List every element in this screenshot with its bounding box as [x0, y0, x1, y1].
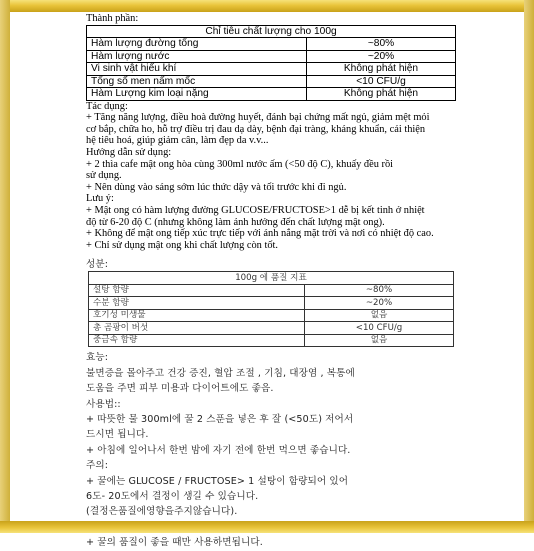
table-cell-name: 총 곰팡이 버섯: [89, 322, 305, 335]
table-cell-value: 없음: [305, 309, 454, 322]
ko-notes-heading: 주의:: [86, 460, 109, 472]
table-row: [87, 63, 456, 76]
text-line: + 꿀에는 GLUCOSE / FRUCTOSE> 1 설탕이 함량되어 있어: [86, 475, 349, 487]
table-row: [89, 284, 454, 297]
table-row: [89, 309, 454, 322]
text-line: + Nên dùng vào sáng sớm lúc thức dậy và tối trước khi đi ngủ.: [86, 181, 347, 193]
table-cell-value: Không phát hiện: [307, 88, 456, 101]
text-line: 불면증을 몰아주고 건강 증진, 혈압 조절 , 기침, 대장염 , 복통에: [86, 367, 355, 379]
text-line: + 따뜻한 물 300ml에 꿀 2 스푼을 넣은 후 잘 (<50도) 저어서: [86, 413, 354, 425]
table-row: [89, 272, 454, 285]
table-row: [89, 322, 454, 335]
text-line: 6도- 20도에서 결정이 생길 수 있습니다.: [86, 490, 259, 502]
text-line: + Chỉ sử dụng mật ong khi chất lượng còn tốt.: [86, 239, 279, 251]
text-line: + 꿀의 품질이 좋을 때만 사용하면됩니다.: [86, 537, 263, 549]
table-cell-value: ~20%: [307, 50, 456, 63]
table-row: [87, 25, 456, 38]
top-gold-border: [0, 0, 534, 12]
vi-effects-heading: Tác dụng:: [86, 100, 128, 112]
right-gold-border: [524, 0, 534, 533]
label-content: [86, 13, 456, 551]
text-line: + Tăng năng lượng, điều hoà đường huyết, đánh bại chứng mất ngủ, giảm mệt mỏi: [86, 112, 430, 124]
table-cell-name: Hàm Lượng kim loại nặng: [87, 88, 307, 101]
left-gold-border: [0, 0, 10, 533]
table-cell-value: ~20%: [305, 297, 454, 310]
vi-usage-heading: Hướng dẫn sử dụng:: [86, 146, 172, 158]
table-cell-value: <10 CFU/g: [307, 75, 456, 88]
bottom-gold-border: [0, 521, 534, 533]
table-cell-value: ~80%: [305, 284, 454, 297]
vi-table-header: Chỉ tiêu chất lượng cho 100g: [87, 25, 456, 38]
vi-text-block: [86, 101, 456, 252]
vi-notes-heading: Lưu ý:: [86, 193, 114, 205]
vi-ingredients-label: Thành phần:: [86, 13, 139, 24]
text-line: + Mật ong có hàm lượng đường GLUCOSE/FRUCTOSE>1 dễ bị kết tinh ở nhiệt: [86, 204, 425, 216]
text-line: 드시면 됩니다.: [86, 429, 149, 441]
table-cell-name: Tổng số men nấm mốc: [87, 75, 307, 88]
text-line: + 아침에 일어나서 한번 밤에 자기 전에 한번 먹으면 좋습니다.: [86, 444, 351, 456]
text-line: hệ tiêu hoá, giúp giảm cân, làm đẹp da v.v...: [86, 135, 269, 147]
table-row: [87, 38, 456, 51]
table-cell-name: 호기성 미생물: [89, 309, 305, 322]
table-cell-value: ~80%: [307, 38, 456, 51]
text-line: (결정은품질에영향을주지않습니다).: [86, 506, 238, 518]
table-row: [87, 75, 456, 88]
text-line: cơ bắp, chữa ho, hỗ trợ điều trị đau dạ dày, bệnh đại tràng, kháng khuẩn, cải thiện: [86, 123, 426, 135]
table-cell-name: Hàm lượng nước: [87, 50, 307, 63]
text-line: + 2 thìa cafe mật ong hòa cùng 300ml nước ấm (<50 độ C), khuấy đều rồi: [86, 158, 394, 170]
text-line: sử dụng.: [86, 170, 122, 182]
table-cell-value: <10 CFU/g: [305, 322, 454, 335]
table-cell-value: 없음: [305, 334, 454, 347]
table-row: [89, 297, 454, 310]
table-cell-name: 중금속 함량: [89, 334, 305, 347]
ko-usage-heading: 사용법::: [86, 398, 121, 410]
table-row: [89, 334, 454, 347]
table-cell-name: 설탕 함량: [89, 284, 305, 297]
table-row: [87, 50, 456, 63]
text-line: 도움을 주면 피부 미용과 다이어트에도 좋음.: [86, 383, 274, 395]
table-cell-name: Vi sinh vật hiếu khí: [87, 63, 307, 76]
table-row: [87, 88, 456, 101]
ko-ingredients-label: 성분:: [86, 259, 109, 271]
ko-effects-heading: 효능:: [86, 352, 109, 364]
table-cell-name: 수분 함량: [89, 297, 305, 310]
ko-table-header: 100g 에 품질 지표: [89, 272, 454, 285]
text-line: độ từ 6-20 độ C (nhưng không làm ảnh hưởng đến chất lượng mật ong).: [86, 216, 385, 228]
vi-quality-table: [86, 25, 456, 101]
text-line: + Không để mật ong tiếp xúc trực tiếp với ánh nắng mặt trời và nơi có nhiệt độ cao.: [86, 228, 434, 240]
ko-quality-table: [88, 271, 454, 347]
table-cell-name: Hàm lượng đường tổng: [87, 38, 307, 51]
table-cell-value: Không phát hiện: [307, 63, 456, 76]
